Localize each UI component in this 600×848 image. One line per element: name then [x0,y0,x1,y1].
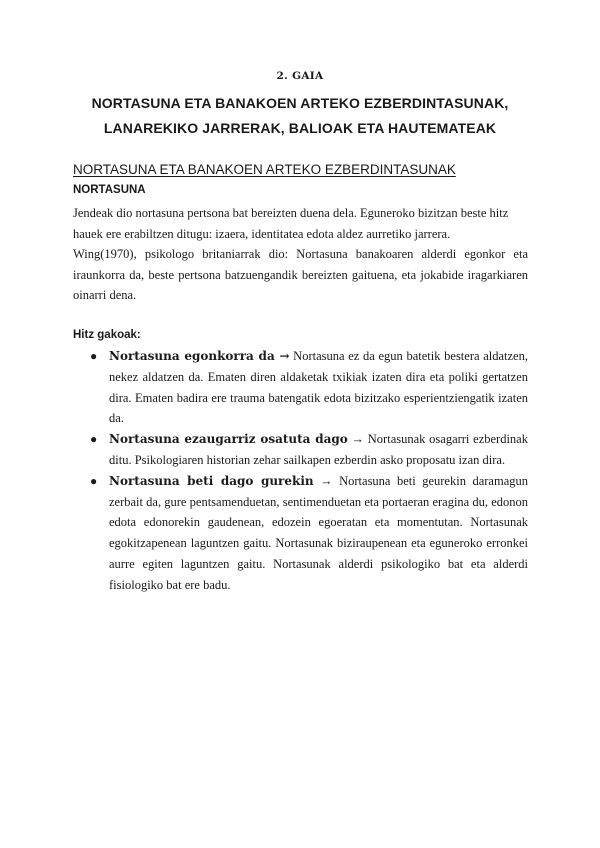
paragraph-2: Wing(1970), psikologo britaniarrak dio: Nortasuna banakoaren alderdi egonkor eta iraunkorra da, beste pertsona batzuengandik bereizten gaituena, eta jokabide iragarkiaren oinarri dena. [73,247,528,302]
bullet-icon: ● [90,432,98,447]
chapter-number: 2. GAIA [276,70,324,82]
list-item-text: Nortasuna ez da egun batetik bestera aldatzen, nekez aldatzen da. Ematen diren aldaketak txikiak izaten dira eta poliki gertatzen dira. Ematen badira ere trauma batengatik edota bizitzako esperientziengatik izaten da. [109,349,528,426]
list-item-term: Nortasuna ezaugarriz osatuta dago [109,432,348,447]
list-item [73,346,528,429]
list-item [73,471,528,596]
list-item-text: → Nortasuna beti geurekin daramagun zerbait da, gure pentsamenduetan, sentimenduetan eta portaeran eragina du, edonon edota edonorekin gaudenean, edozein egoeratan eta momentutan. Nortasunak egokitzapenean laguntzen gaitu. Nortasunak biziraupenean eta eguneroko erronkei aurre egiten laguntzen gaitu. Nortasunak alderdi psikologiko bat eta alderdi fisiologiko bat ere badu. [109,473,528,592]
key-words-heading: Hitz gakoak: [73,329,141,341]
list-item-term: Nortasuna beti dago gurekin [109,473,314,488]
key-words-list [73,346,528,596]
chapter-title-line-1: NORTASUNA ETA BANAKOEN ARTEKO EZBERDINTASUNAK, [91,95,509,111]
list-item-term: Nortasuna egonkorra da → [109,349,290,363]
list-item [73,429,528,471]
section-heading: NORTASUNA ETA BANAKOEN ARTEKO EZBERDINTASUNAK [73,162,456,177]
list-item-text: → Nortasunak osagarri ezberdinak ditu. Psikologiaren historian zehar sailkapen ezberdin asko proposatu izan dira. [109,432,528,467]
subheading: NORTASUNA [73,184,146,196]
chapter-title-line-2: LANAREKIKO JARRERAK, BALIOAK ETA HAUTEMATEAK [103,120,497,136]
bullet-icon: ● [90,473,98,488]
bullet-icon: ● [90,349,98,363]
paragraph-1: Jendeak dio nortasuna pertsona bat bereizten duena dela. Eguneroko bizitzan beste hitz hauek ere erabiltzen ditugu: izaera, identitatea edota aldez aurretiko jarrera. [73,206,509,241]
